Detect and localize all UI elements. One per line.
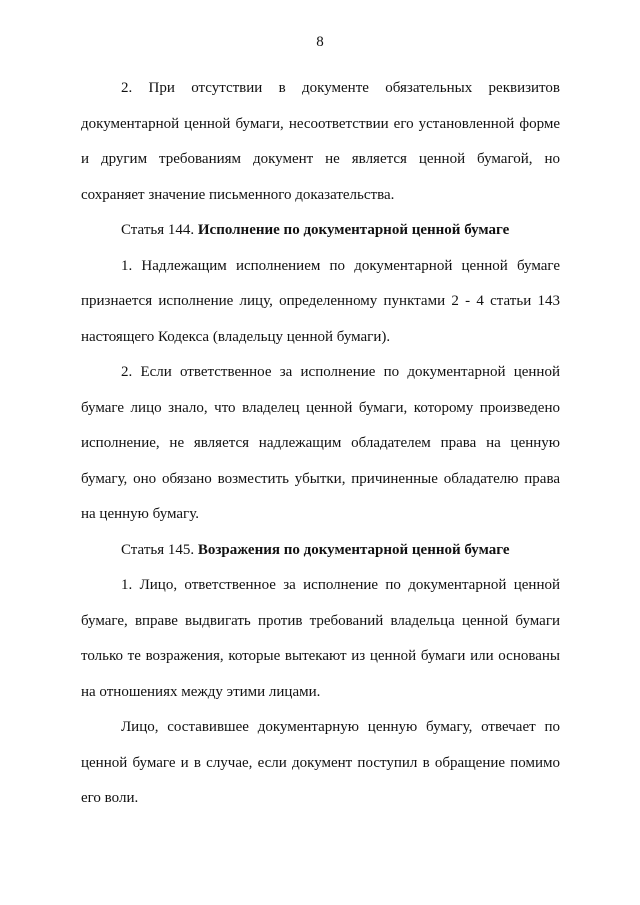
- article-145-heading: [81, 533, 560, 569]
- paragraph-proper-performance: 1. Надлежащим исполнением по документарной ценной бумаге признается исполнение лицу, определенному пунктами 2 - 4 статьи 143 настоящего Кодекса (владельцу ценной бумаги).: [81, 257, 560, 345]
- paragraph-objections: 1. Лицо, ответственное за исполнение по документарной ценной бумаге, вправе выдвигать против требований владельца ценной бумаги только те возражения, которые вытекают из ценной бумаги или основаны на отношениях между этими лицами.: [81, 577, 560, 700]
- article-144-heading: [81, 213, 560, 249]
- article-144-number: Статья 144.: [121, 222, 198, 238]
- article-144-title: Исполнение по документарной ценной бумаге: [197, 222, 510, 238]
- paragraph-issuer-liability: Лицо, составившее документарную ценную бумагу, отвечает по ценной бумаге и в случае, если документ поступил в обращение помимо его воли.: [81, 719, 560, 806]
- article-145-number: Статья 145.: [121, 541, 198, 558]
- document-body: [81, 71, 560, 817]
- paragraph-missing-requisites: 2. При отсутствии в документе обязательных реквизитов документарной ценной бумаги, несоответствии его установленной форме и другим требованиям документ не является ценной бумагой, но сохраняет значение письменного доказательства.: [81, 80, 560, 203]
- article-145-title: Возражения по документарной ценной бумаге: [197, 541, 510, 558]
- paragraph-damages: 2. Если ответственное за исполнение по документарной ценной бумаге лицо знало, что владелец ценной бумаги, которому произведено исполнение, не является надлежащим обладателем права на ценную бумагу, оно обязано возместить убытки, причиненные обладателю права на ценную бумагу.: [81, 364, 560, 522]
- page-number: 8: [316, 34, 324, 50]
